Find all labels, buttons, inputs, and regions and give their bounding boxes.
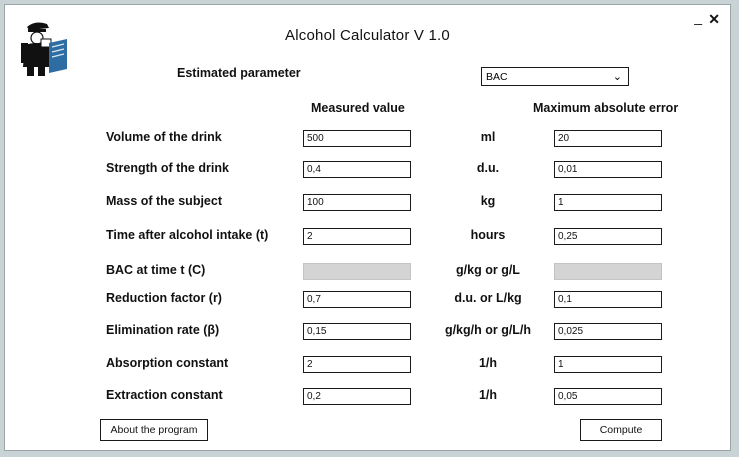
measured-value-input[interactable]: 0,7 (303, 291, 411, 308)
measured-value-input[interactable]: 2 (303, 356, 411, 373)
row-label: BAC at time t (C) (106, 263, 206, 277)
measured-value-input[interactable]: 0,2 (303, 388, 411, 405)
row-label: Extraction constant (106, 388, 223, 402)
compute-button[interactable]: Compute (580, 419, 662, 441)
estimated-parameter-label: Estimated parameter (177, 66, 301, 80)
measured-value-input[interactable]: 0,15 (303, 323, 411, 340)
max-error-input[interactable]: 1 (554, 356, 662, 373)
measured-value-input[interactable]: 0,4 (303, 161, 411, 178)
unit-label: hours (470, 228, 506, 242)
unit-label: 1/h (478, 388, 498, 402)
unit-label: d.u. (476, 161, 500, 175)
chevron-down-icon: ⌄ (612, 71, 622, 83)
unit-label: d.u. or L/kg (454, 291, 522, 305)
row-label: Volume of the drink (106, 130, 222, 144)
estimated-parameter-select[interactable] (481, 67, 629, 86)
max-error-input[interactable]: 0,01 (554, 161, 662, 178)
unit-label: g/kg/h or g/L/h (444, 323, 532, 337)
row-label: Strength of the drink (106, 161, 229, 175)
close-button[interactable]: ✕ (708, 11, 720, 27)
minimize-button[interactable]: _ (694, 9, 702, 25)
window-title: Alcohol Calculator V 1.0 (285, 27, 450, 44)
measured-value-input[interactable]: 2 (303, 228, 411, 245)
measured-value-header: Measured value (311, 101, 405, 115)
row-label: Time after alcohol intake (t) (106, 228, 269, 242)
measured-value-input[interactable]: 100 (303, 194, 411, 211)
unit-label: ml (480, 130, 496, 144)
max-error-input[interactable]: 0,05 (554, 388, 662, 405)
unit-label: 1/h (478, 356, 498, 370)
max-error-input[interactable]: 1 (554, 194, 662, 211)
row-label: Elimination rate (β) (106, 323, 220, 337)
row-label: Absorption constant (106, 356, 229, 370)
max-error-input (554, 263, 662, 280)
max-error-input[interactable]: 0,025 (554, 323, 662, 340)
row-label: Reduction factor (r) (106, 291, 222, 305)
max-error-header: Maximum absolute error (533, 101, 679, 115)
measured-value-input (303, 263, 411, 280)
max-error-input[interactable]: 0,1 (554, 291, 662, 308)
max-error-input[interactable]: 20 (554, 130, 662, 147)
measured-value-input[interactable]: 500 (303, 130, 411, 147)
unit-label: kg (480, 194, 496, 208)
unit-label: g/kg or g/L (456, 263, 520, 277)
about-program-button[interactable]: About the program (100, 419, 208, 441)
max-error-input[interactable]: 0,25 (554, 228, 662, 245)
app-window (4, 4, 731, 451)
estimated-parameter-value: BAC (486, 71, 508, 83)
row-label: Mass of the subject (106, 194, 222, 208)
